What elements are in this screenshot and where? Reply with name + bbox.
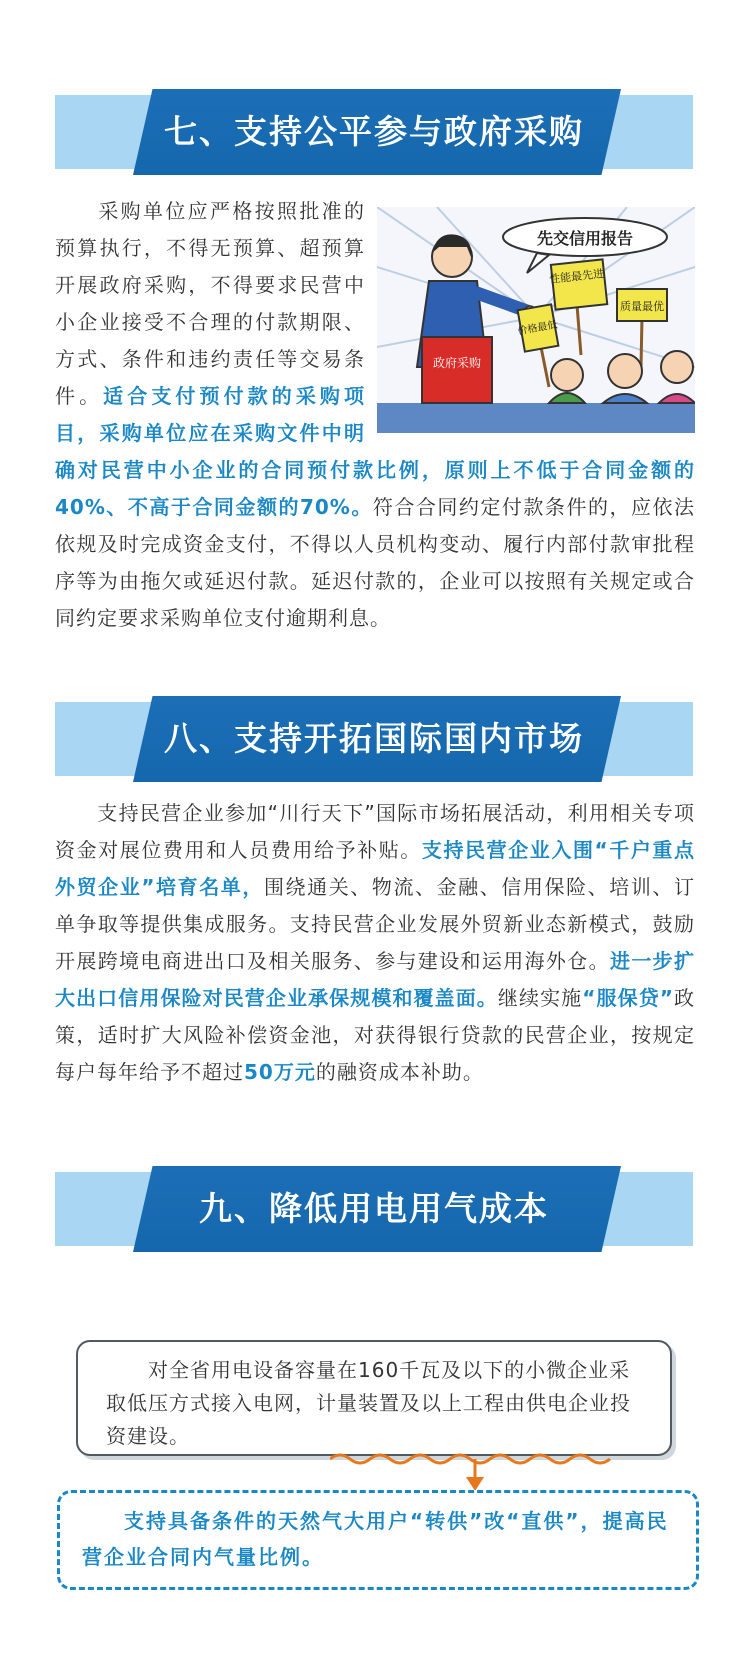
svg-text:质量最优: 质量最优 [620,300,664,313]
section-7-highlight: 适合支付预付款的采购项目，采购单位应在采购文件中明确对民营中小企业的合同预付款比例，原则上不低于合同金额的40%、不高于合同金额的70%。 [55,384,695,519]
section-8-text-3: 继续实施 [497,986,583,1010]
section-9-banner [55,1172,693,1246]
down-arrow-icon [466,1477,484,1491]
cartoon-illustration [377,207,695,433]
section-8-paragraph [55,795,695,1091]
section-8-highlight-1: 支持民营企业入围“千户重点外贸企业”培育名单， [55,838,695,899]
electricity-policy-text: 对全省用电设备容量在160千瓦及以下的小微企业采取低压方式接入电网，计量装置及以上工程由供电企业投资建设。 [106,1358,631,1448]
gas-policy-box [57,1490,699,1590]
section-8-text-2: 围绕通关、物流、金融、信用保险、培训、订单争取等提供集成服务。支持民营企业发展外贸新业态新模式，鼓励开展跨境电商进出口及相关服务、参与建设和运用海外仓。 [55,875,695,973]
section-7-text-a: 采购单位应严格按照批准的预算执行，不得无预算、超预算开展政府采购，不得要求民营中小企业接受不合理的付款期限、方式、条件和违约责任等交易条件。 [55,199,365,408]
bubble-text: 先交信用报告 [536,229,634,248]
section-7-banner [55,95,693,169]
section-8-text-4: 政策，适时扩大风险补偿资金池，对获得银行贷款的民营企业，按规定每户每年给予不超过 [55,986,696,1084]
section-8-text-5: 的融资成本补助。 [315,1060,484,1084]
gas-policy-text: 支持具备条件的天然气大用户“转供”改“直供”，提高民营企业合同内气量比例。 [82,1509,669,1569]
podium [422,337,492,403]
section-7-title: 七、支持公平参与政府采购 [164,112,584,151]
svg-text:性能最先进: 性能最先进 [548,267,605,286]
section-8-title: 八、支持开拓国际国内市场 [164,719,584,758]
section-8-text-1: 支持民营企业参加“川行天下”国际市场拓展活动，利用相关专项资金对展位费用和人员费用给予补贴。 [55,801,695,862]
procurement-cartoon [377,207,695,433]
wave-connector [330,1447,630,1493]
svg-text:价格最低: 价格最低 [516,319,559,338]
section-9-title: 九、降低用电用气成本 [199,1189,549,1228]
section-7-text-b: 符合合同约定付款条件的，应依法依规及时完成资金支付，不得以人员机构变动、履行内部付款审批程序等为由拖欠或延迟付款。延迟付款的，企业可以按照有关规定或合同约定要求采购单位支付逾期利息。 [55,495,695,630]
podium-label: 政府采购 [432,356,482,370]
section-8-banner [55,702,693,776]
section-8-highlight-2: 进一步扩大出口信用保险对民营企业承保规模和覆盖面。 [55,949,696,1010]
section-8-highlight-4: 50万元 [244,1060,316,1084]
section-8-highlight-3: “服保贷” [582,986,674,1010]
electricity-policy-box [76,1340,672,1456]
wave-line [330,1455,610,1463]
